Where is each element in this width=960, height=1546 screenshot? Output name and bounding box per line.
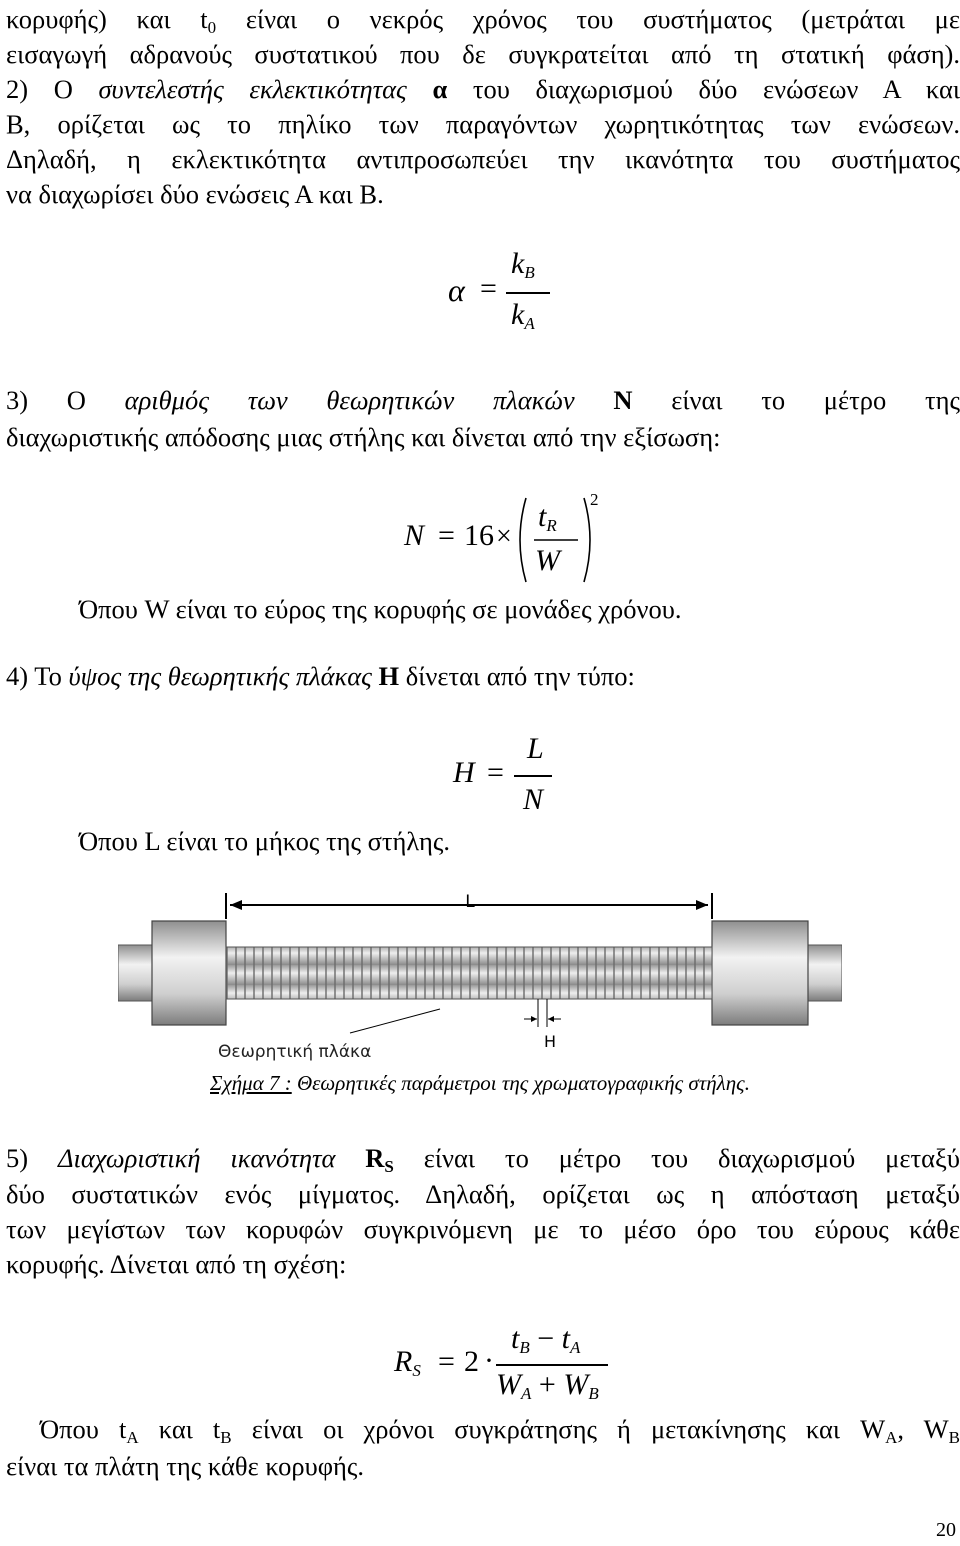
text-line: να διαχωρίσει δύο ενώσεις Α και Β. <box>6 179 384 209</box>
document-page: κορυφής) και $t_0$ είναι ο νεκρός χρόνος του συστήματος (μετράται με εισαγωγή αδρανούς συστατικού που δε συγκρατείται από τη στατική φάση). 2) Ο συντελεστής εκλεκτικότητας α του διαχωρισμού δύο ενώσεων Α και Β, ορίζεται ως το πηλίκο των παραγόντων χωρητικότητας των ενώσεων. Δηλαδή, η εκλεκτικότητα αντιπροσωπεύει την ικανότητα του συστήματος να διαχωρίσει δύο ενώσεις Α και Β. α = $k_B$ $k_A$ 3) Ο αριθμός των θεωρητικών πλακών N είναι το μέτρο της διαχωριστικής απόδοσης μιας στήλης και δίνεται από την εξίσωση: N = 16 × $t_R$ W 2 Όπου W είναι το εύρος της κορυφής σε μονάδες χρόνου. 4) Το ύψος της θεωρητικής πλάκας H δίνεται από την τύπο: H = L N Όπου L είναι το μήκος της στήλης. L Θεωρητική πλάκα H Σχήμα 7 : Θεωρητικές παράμετροι της χρωματογραφικής στήλης. 5) Διαχωριστική ικανότητα $R_S$ είναι το μέτρο του διαχωρισμού μεταξύ δύο συστατικών ενός μίγματος. Δηλαδή, ορίζεται ως η απόσταση μεταξύ των μεγίστων των κορυφών συγκρινόμενη με το μέσο όρο του εύρους κάθε κορυφής. Δίνεται από τη σχέση: $R_S$ = 2 · $t_B - t_A$ $W_A + W_B$ Όπου $t_A$ και $t_B$ είναι οι χρόνοι συγκράτησης ή μετακίνησης και $W_A$, $W_B$ είναι τα πλάτη της κάθε κορυφής. 20 <box>0 0 960 1546</box>
chromatography-column-diagram <box>118 885 842 1067</box>
text-line: Όπου L είναι το μήκος της στήλης. <box>79 826 450 856</box>
text-line: 4) Το ύψος της θεωρητικής πλάκας H δίνεται από την τύπο: <box>6 661 635 691</box>
height-label: H <box>543 1032 557 1051</box>
text-line: είναι τα πλάτη της κάθε κορυφής. <box>6 1451 364 1481</box>
text-line: Όπου $t_A$ και $t_B$ είναι οι χρόνοι συγκράτησης ή μετακίνησης και $W_A$, $W_B$ <box>40 1414 960 1447</box>
plate-label: Θεωρητική πλάκα <box>218 1042 372 1062</box>
text-line: Δηλαδή, η εκλεκτικότητα αντιπροσωπεύει την ικανότητα του συστήματος <box>6 144 960 174</box>
text-line: των μεγίστων των κορυφών συγκρινόμενη με το μέσο όρο του εύρους κάθε <box>6 1214 960 1244</box>
text-line: 3) Ο αριθμός των θεωρητικών πλακών N είναι το μέτρο της <box>6 385 960 415</box>
text-line: δύο συστατικών ενός μίγματος. Δηλαδή, ορίζεται ως η απόσταση μεταξύ <box>6 1179 960 1209</box>
text-line: κορυφής) και $t_0$ είναι ο νεκρός χρόνος του συστήματος (μετράται με <box>6 4 960 37</box>
text-line: εισαγωγή αδρανούς συστατικού που δε συγκρατείται από τη στατική φάση). <box>6 39 960 69</box>
length-label: L <box>465 892 475 912</box>
column-figure <box>118 885 842 1072</box>
text-line: Β, ορίζεται ως το πηλίκο των παραγόντων χωρητικότητας των ενώσεων. <box>6 109 960 139</box>
text-line: 2) Ο συντελεστής εκλεκτικότητας α του διαχωρισμού δύο ενώσεων Α και <box>6 74 960 104</box>
text-line: διαχωριστικής απόδοσης μιας στήλης και δίνεται από την εξίσωση: <box>6 422 721 452</box>
text-line: Όπου W είναι το εύρος της κορυφής σε μονάδες χρόνου. <box>79 594 682 624</box>
figure-caption: Σχήμα 7 : Θεωρητικές παράμετροι της χρωματογραφικής στήλης. <box>210 1071 750 1095</box>
page-number: 20 <box>936 1519 956 1541</box>
text-line: 5) Διαχωριστική ικανότητα $R_S$ είναι το μέτρο του διαχωρισμού μεταξύ <box>6 1143 960 1176</box>
text-line: κορυφής. Δίνεται από τη σχέση: <box>6 1249 347 1279</box>
